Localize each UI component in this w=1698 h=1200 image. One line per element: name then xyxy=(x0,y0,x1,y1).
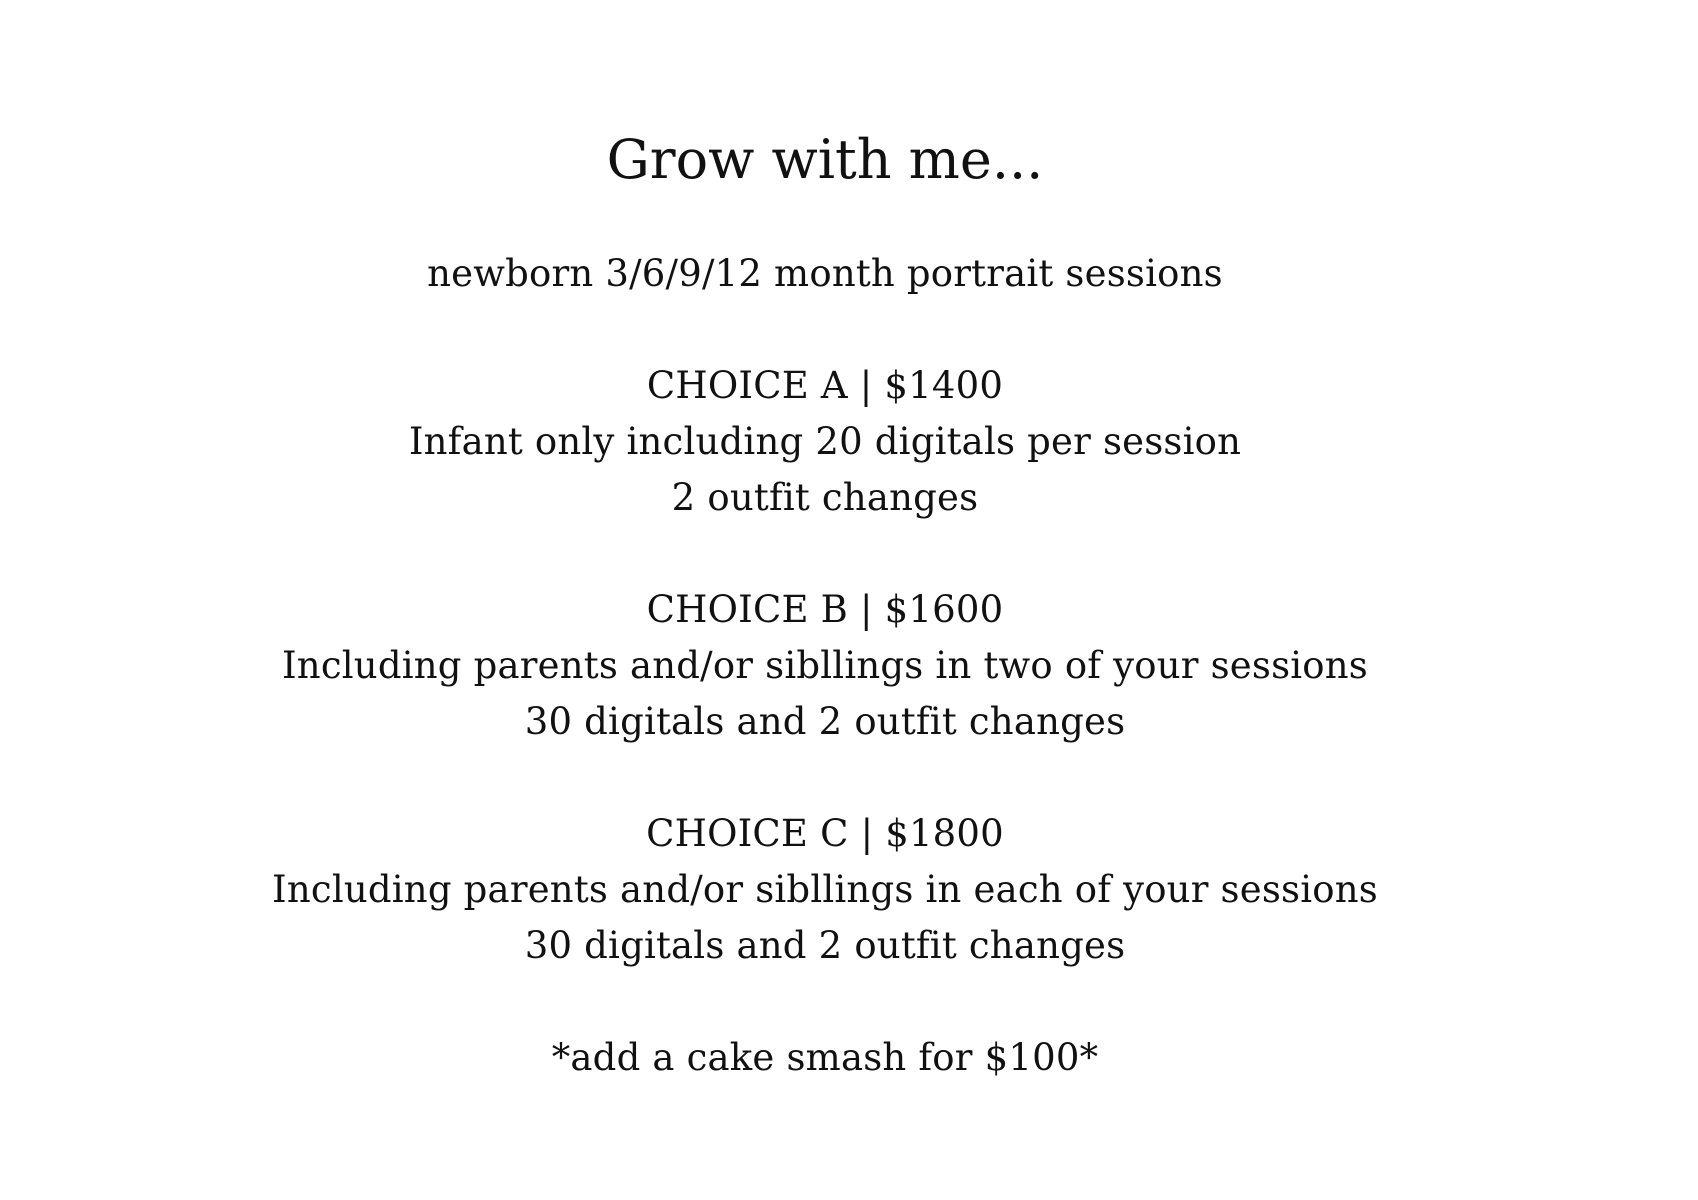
page-title: Grow with me... xyxy=(606,128,1044,191)
choice-c-detail-1: Including parents and/or sibllings in each of your sessions xyxy=(272,868,1378,911)
cake-smash-addon: *add a cake smash for $100* xyxy=(551,1036,1099,1079)
choice-c-heading: CHOICE C | $1800 xyxy=(646,812,1004,855)
choice-a-detail-2: 2 outfit changes xyxy=(671,476,979,519)
choice-a-detail-1: Infant only including 20 digitals per session xyxy=(408,420,1242,463)
choice-a-heading: CHOICE A | $1400 xyxy=(646,364,1004,407)
choice-b-detail-1: Including parents and/or sibllings in two of your sessions xyxy=(281,644,1368,687)
choice-b-heading: CHOICE B | $1600 xyxy=(646,588,1004,631)
session-subtitle: newborn 3/6/9/12 month portrait sessions xyxy=(427,252,1223,295)
choice-b-detail-2: 30 digitals and 2 outfit changes xyxy=(524,700,1126,743)
choice-c-detail-2: 30 digitals and 2 outfit changes xyxy=(524,924,1126,967)
